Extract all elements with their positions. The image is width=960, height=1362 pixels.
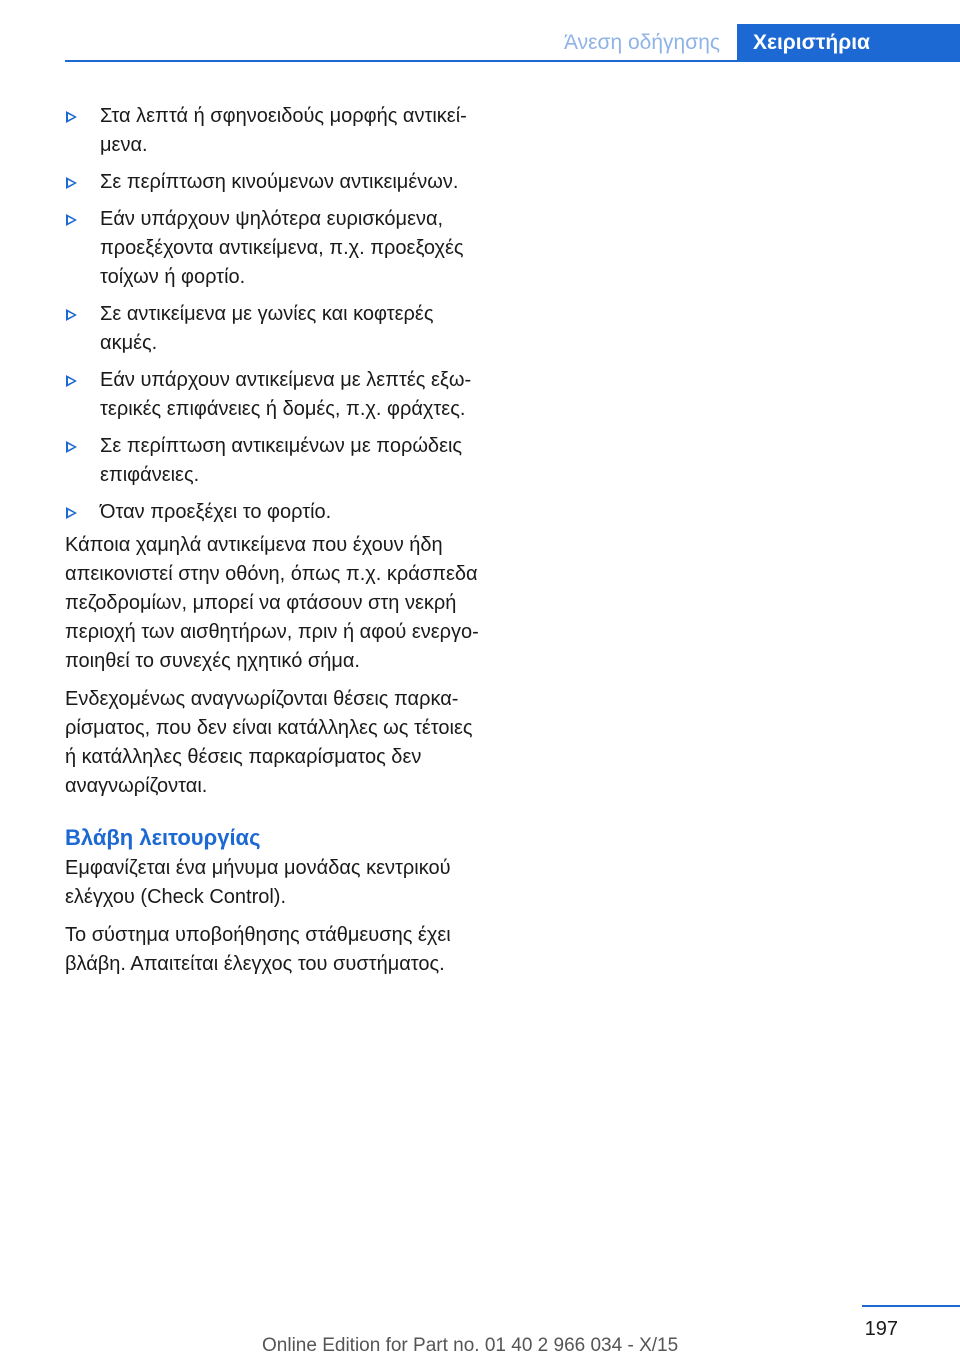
triangle-right-icon [66,111,77,123]
list-item-text: Όταν προεξέχει το φορτίο. [100,501,332,523]
bullet-list [65,102,480,527]
list-item [65,432,480,490]
list-item [65,168,480,197]
triangle-right-icon [66,507,77,519]
footer-rule [862,1305,960,1307]
list-item [65,300,480,358]
list-item-text: Σε περίπτωση αντικειμένων με πορώδεις επιφάνειες. [100,435,463,486]
list-item [65,102,480,160]
triangle-right-icon [66,441,77,453]
body-paragraph: Κάποια χαμηλά αντικείμενα που έχουν ήδη απεικονιστεί στην οθόνη, όπως π.χ. κράσπεδα πεζοδρομίων, μπορεί να φτάσουν στη νεκρή περιοχή των αισθητήρων, πριν ή αφού ενεργοποιηθεί το συνεχές ηχητικό σήμα. [65,534,479,672]
footer-edition-note: Online Edition for Part no. 01 40 2 966 034 - X/15 [262,1335,679,1356]
list-item [65,366,480,424]
section-paragraph: Το σύστημα υποβοήθησης στάθμευσης έχει βλάβη. Απαιτείται έλεγχος του συστήματος. [65,924,451,975]
list-item-text: Εάν υπάρχουν ψηλότερα ευρισκόμενα, προεξέχοντα αντικείμενα, π.χ. προεξοχές τοίχων ή φορτίο. [100,208,464,288]
header-rule [65,60,960,62]
list-item [65,498,480,527]
list-item-text: Εάν υπάρχουν αντικείμενα με λεπτές εξωτερικές επιφάνειες ή δομές, π.χ. φράχτες. [100,369,472,420]
list-item-text: Σε αντικείμενα με γωνίες και κοφτερές ακμές. [100,303,434,354]
section-heading: Βλάβη λειτουργίας [65,825,261,850]
header-section-title: Άνεση οδήγησης [564,31,720,54]
page-number: 197 [864,1318,898,1340]
triangle-right-icon [66,214,77,226]
section-paragraph: Εμφανίζεται ένα μήνυμα μονάδας κεντρικού ελέγχου (Check Control). [65,857,451,908]
list-item-text: Σε περίπτωση κινούμενων αντικειμένων. [100,171,459,193]
triangle-right-icon [66,309,77,321]
main-content [65,102,480,988]
list-item-text: Στα λεπτά ή σφηνοειδούς μορφής αντικείμενα. [100,105,467,156]
triangle-right-icon [66,177,77,189]
header-chapter-label: Χειριστήρια [753,31,870,54]
header-chapter-tab [737,24,960,62]
body-paragraph: Ενδεχομένως αναγνωρίζονται θέσεις παρκαρίσματος, που δεν είναι κατάλληλες ως τέτοιες ή κατάλληλες θέσεις παρκαρίσματος δεν αναγνωρίζονται. [65,688,473,797]
triangle-right-icon [66,375,77,387]
list-item [65,205,480,292]
